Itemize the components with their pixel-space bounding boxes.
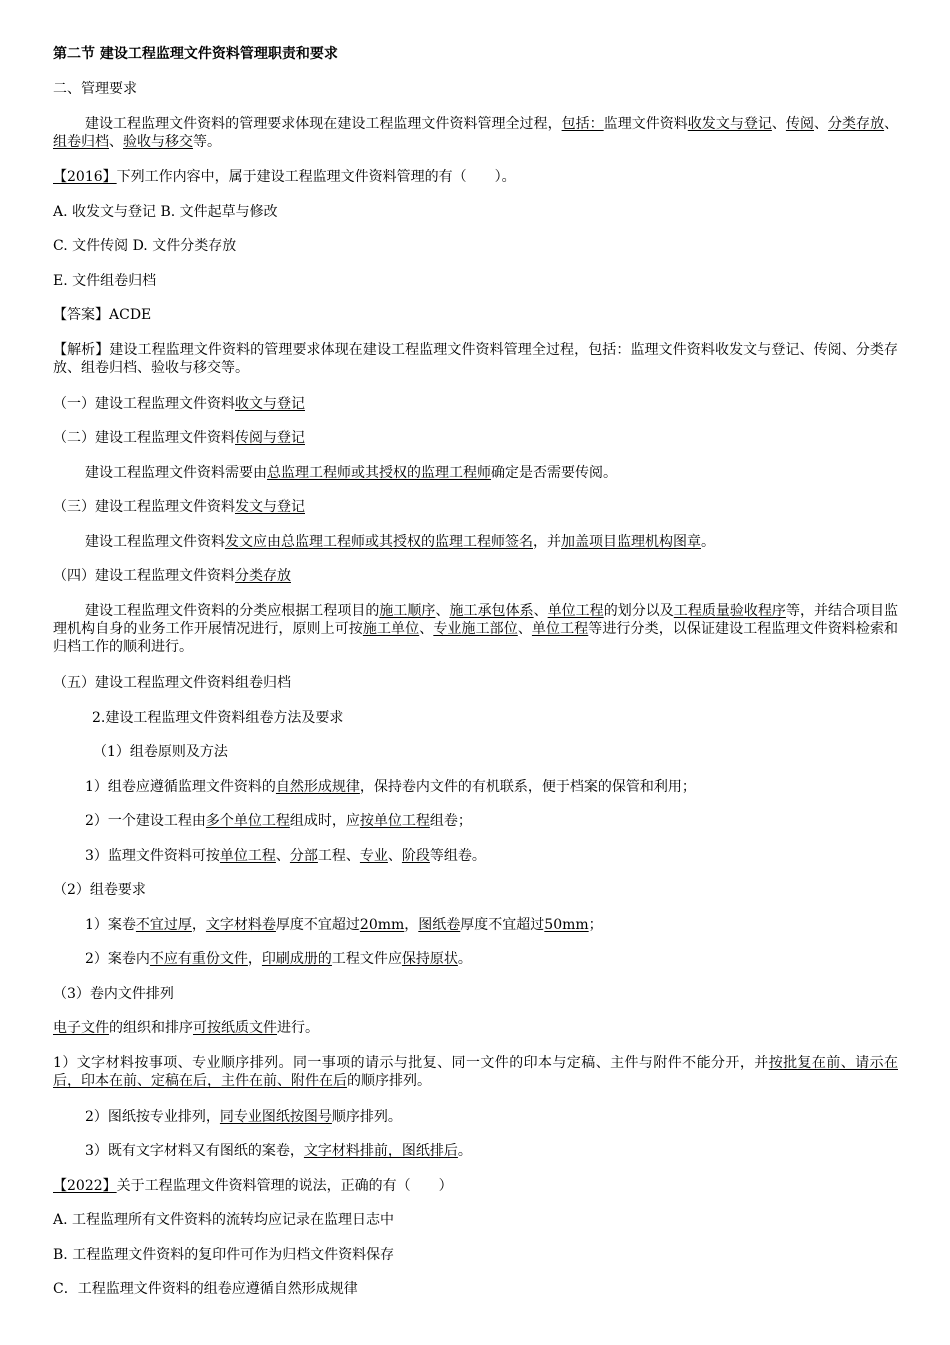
- item-4: （四）建设工程监理文件资料分类存放: [53, 568, 291, 584]
- option-a: A. 工程监理所有文件资料的流转均应记录在监理日志中: [53, 1212, 395, 1228]
- rule-3: 3）监理文件资料可按单位工程、分部工程、专业、阶段等组卷。: [85, 848, 486, 864]
- electronic-file-line: 电子文件的组织和排序可按纸质文件进行。: [53, 1020, 319, 1036]
- item-3: （三）建设工程监理文件资料发文与登记: [53, 499, 305, 515]
- requirement-2: 2）案卷内不应有重份文件，印刷成册的工程文件应保持原状。: [85, 951, 472, 967]
- arrangement-2: 2）图纸按专业排列，同专业图纸按图号顺序排列。: [85, 1109, 402, 1125]
- question-2016: 【2016】下列工作内容中，属于建设工程监理文件资料管理的有（ ）。: [53, 169, 516, 185]
- arrangement-heading: （3）卷内文件排列: [53, 986, 174, 1002]
- analysis: 【解析】建设工程监理文件资料的管理要求体现在建设工程监理文件资料管理全过程，包括：监理文件资料收发文与登记、传阅、分类存放、组卷归档、验收与移交等。: [53, 342, 898, 376]
- option-c: C．工程监理文件资料的组卷应遵循自然形成规律: [53, 1281, 358, 1297]
- option-e: E. 文件组卷归档: [53, 273, 157, 289]
- question-2022: 【2022】关于工程监理文件资料管理的说法，正确的有（ ）: [53, 1178, 453, 1194]
- arrangement-1: 1）文字材料按事项、专业顺序排列。同一事项的请示与批复、同一文件的印本与定稿、主件与附件不能分开，并按批复在前、请示在后，印本在前、定稿在后，主件在前、附件在后的顺序排列。: [53, 1055, 899, 1089]
- year-tag: 【2016】: [53, 169, 117, 185]
- option-cd: C. 文件传阅 D. 文件分类存放: [53, 238, 237, 254]
- item-5: （五）建设工程监理文件资料组卷归档: [53, 675, 291, 691]
- principle-heading: （1）组卷原则及方法: [93, 744, 228, 760]
- answer: 【答案】ACDE: [53, 307, 152, 323]
- option-b: B. 工程监理文件资料的复印件可作为归档文件资料保存: [53, 1247, 395, 1263]
- section-heading: 第二节 建设工程监理文件资料管理职责和要求: [53, 46, 338, 62]
- intro-paragraph: 建设工程监理文件资料的管理要求体现在建设工程监理文件资料管理全过程，包括：监理文件资料收发文与登记、传阅、分类存放、组卷归档、验收与移交等。: [53, 116, 899, 150]
- rule-2: 2）一个建设工程由多个单位工程组成时，应按单位工程组卷；: [85, 813, 472, 829]
- item-4-body: 建设工程监理文件资料的分类应根据工程项目的施工顺序、施工承包体系、单位工程的划分以及工程质量验收程序等，并结合项目监理机构自身的业务工作开展情况进行，原则上可按施工单位、专业施工部位、单位工程等进行分类，以保证建设工程监理文件资料检索和归档工作的顺利进行。: [53, 603, 899, 655]
- item-3-body: 建设工程监理文件资料发文应由总监理工程师或其授权的监理工程师签名，并加盖项目监理机构图章。: [85, 534, 715, 550]
- subsection-title: 二、管理要求: [53, 81, 137, 97]
- item-2: （二）建设工程监理文件资料传阅与登记: [53, 430, 305, 446]
- method-heading: 2.建设工程监理文件资料组卷方法及要求: [92, 710, 344, 726]
- item-2-body: 建设工程监理文件资料需要由总监理工程师或其授权的监理工程师确定是否需要传阅。: [85, 465, 617, 481]
- requirement-1: 1）案卷不宜过厚，文字材料卷厚度不宜超过20mm，图纸卷厚度不宜超过50mm；: [85, 917, 603, 933]
- item-1: （一）建设工程监理文件资料收文与登记: [53, 396, 305, 412]
- option-ab: A. 收发文与登记 B. 文件起草与修改: [53, 204, 278, 220]
- requirement-heading: （2）组卷要求: [53, 882, 146, 898]
- arrangement-3: 3）既有文字材料又有图纸的案卷，文字材料排前，图纸排后。: [85, 1143, 472, 1159]
- year-tag: 【2022】: [53, 1178, 117, 1194]
- rule-1: 1）组卷应遵循监理文件资料的自然形成规律，保持卷内文件的有机联系，便于档案的保管和利用；: [85, 779, 696, 795]
